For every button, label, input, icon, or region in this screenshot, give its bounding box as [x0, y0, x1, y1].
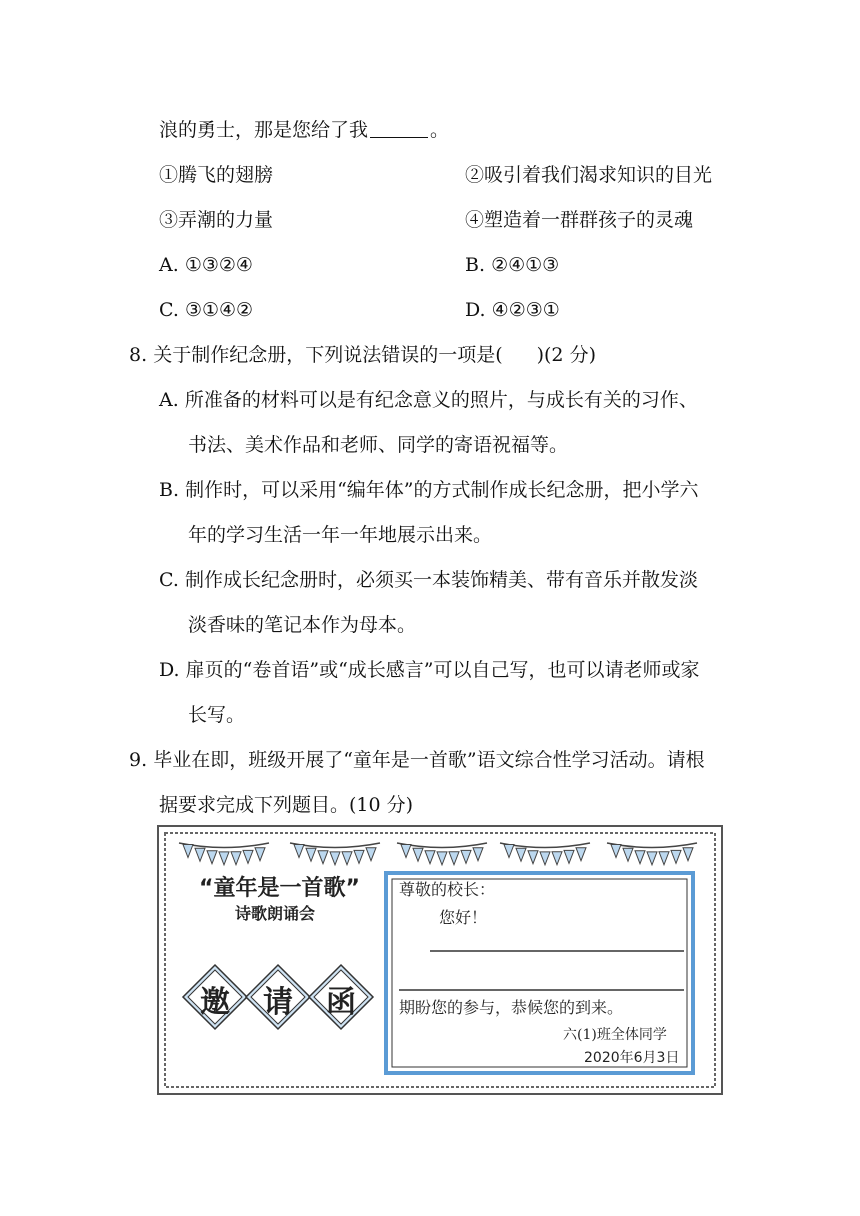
letter-signature: 六(1)班全体同学 — [563, 1027, 667, 1043]
q8-choice-a-cont: 书法、美术作品和老师、同学的寄语祝福等。 — [188, 434, 569, 456]
q7-choice-letter: B. — [465, 254, 486, 276]
q7-choice-a[interactable] — [159, 253, 253, 277]
letter-date: 2020年6月3日 — [584, 1050, 680, 1066]
letter-greeting: 您好！ — [439, 908, 488, 927]
q8-choice-letter: D. — [159, 659, 180, 681]
q9-stem-line1: 毕业在即，班级开展了“童年是一首歌”语文综合性学习活动。请根 — [153, 749, 705, 771]
q9-stem-line2: 据要求完成下列题目。(10 分) — [159, 794, 414, 816]
q8-stem — [129, 343, 596, 367]
q7-choice-c[interactable] — [159, 298, 253, 322]
diamond-char-2: 请 — [263, 985, 293, 1020]
q8-choice-text: 制作成长纪念册时，必须买一本装饰精美、带有音乐并散发淡 — [184, 569, 698, 591]
q7-choice-d[interactable] — [465, 298, 560, 322]
q7-choice-b[interactable] — [465, 253, 559, 277]
q7-continuation-text: 浪的勇士，那是您给了我 — [159, 119, 369, 141]
q7-option-3: ③弄潮的力量 — [159, 209, 274, 231]
q8-choice-letter: C. — [159, 569, 179, 591]
q7-answer-blank — [370, 119, 428, 138]
letter-salutation: 尊敬的校长： — [399, 880, 496, 899]
q8-choice-d-cont: 长写。 — [188, 704, 246, 726]
letter-closing: 期盼您的参与，恭候您的到来。 — [399, 998, 624, 1017]
invitation-card — [157, 825, 723, 1095]
q7-choice-text: ②④①③ — [491, 254, 560, 276]
q8-choice-d[interactable] — [159, 658, 700, 682]
q9-stem — [129, 748, 705, 772]
q8-choice-letter: B. — [159, 479, 180, 501]
q7-choice-text: ①③②④ — [184, 254, 253, 276]
q8-choice-b-cont: 年的学习生活一年一年地展示出来。 — [188, 524, 493, 546]
q8-choice-text: 所准备的材料可以是有纪念意义的照片，与成长有关的习作、 — [184, 389, 698, 411]
q7-choice-letter: C. — [159, 299, 179, 321]
q8-choice-b[interactable] — [159, 478, 699, 502]
invitation-subtitle: 诗歌朗诵会 — [235, 904, 316, 923]
q8-choice-a[interactable] — [159, 388, 698, 412]
q8-choice-c[interactable] — [159, 568, 698, 592]
q9-number: 9. — [129, 749, 148, 771]
q7-option-1: ①腾飞的翅膀 — [159, 164, 274, 186]
q8-choice-letter: A. — [159, 389, 179, 411]
q8-stem-after: )(2 分) — [536, 344, 596, 366]
q8-choice-text: 制作时，可以采用“编年体”的方式制作成长纪念册，把小学六 — [185, 479, 699, 501]
q7-choice-letter: A. — [159, 254, 179, 276]
invitation-title: “童年是一首歌” — [199, 876, 360, 901]
q7-choice-letter: D. — [465, 299, 486, 321]
q8-choice-text: 扉页的“卷首语”或“成长感言”可以自己写，也可以请老师或家 — [185, 659, 700, 681]
q8-number: 8. — [129, 344, 148, 366]
diamond-char-1: 邀 — [200, 985, 230, 1020]
q7-choice-text: ④②③① — [491, 299, 560, 321]
q8-stem-before: 关于制作纪念册，下列说法错误的一项是( — [153, 344, 503, 366]
diamond-char-3: 函 — [326, 985, 356, 1020]
q7-end-mark: 。 — [430, 119, 450, 141]
q7-choice-text: ③①④② — [184, 299, 254, 321]
q7-continuation-line — [159, 118, 449, 142]
q7-option-4: ④塑造着一群群孩子的灵魂 — [465, 209, 694, 231]
q7-option-2: ②吸引着我们渴求知识的目光 — [465, 164, 713, 186]
q8-choice-c-cont: 淡香味的笔记本作为母本。 — [188, 614, 417, 636]
